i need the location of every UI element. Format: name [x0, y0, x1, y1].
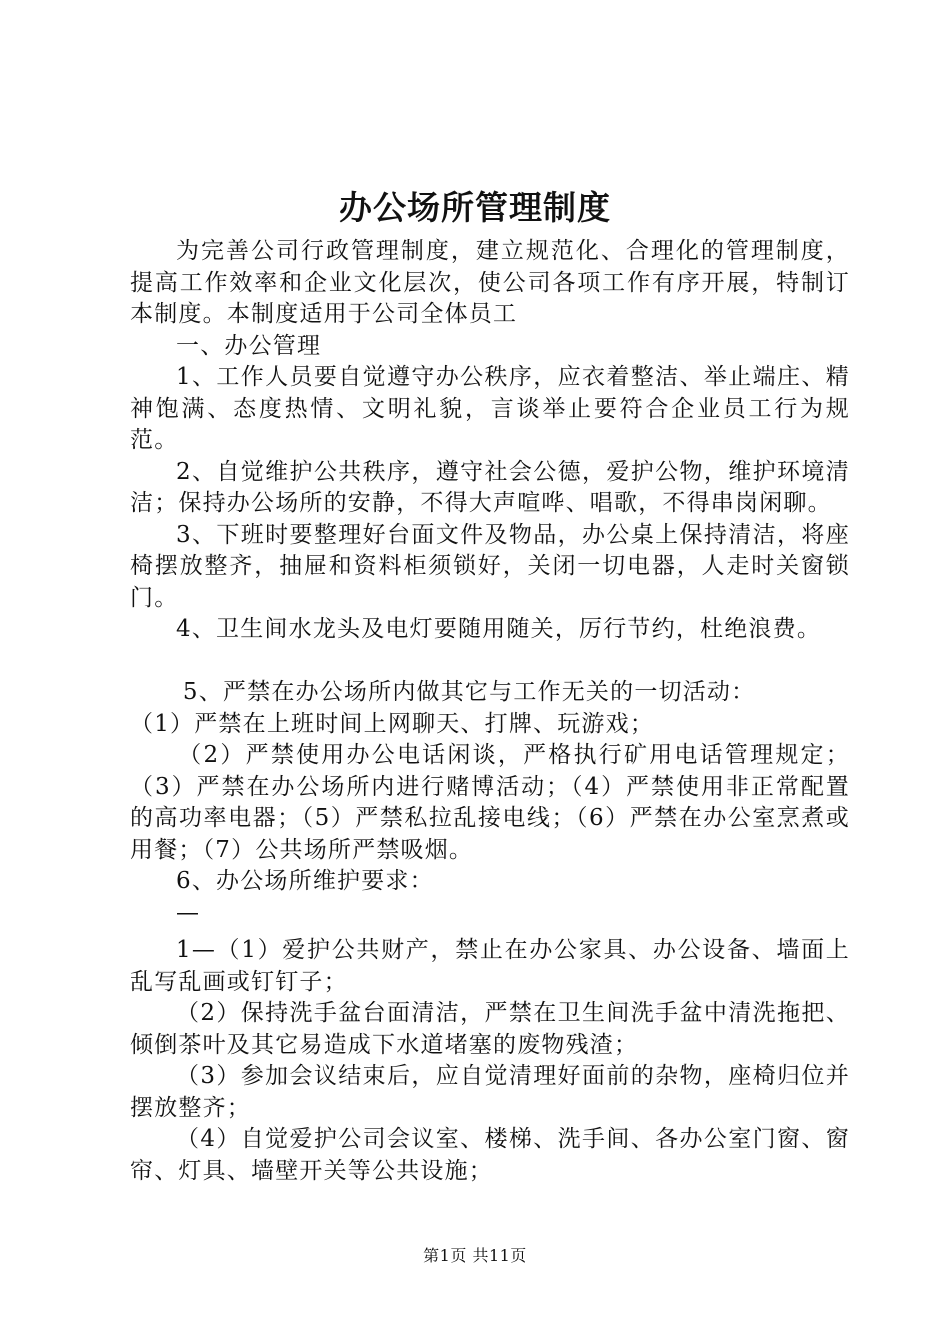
rule-item-5-heading: 5、严禁在办公场所内做其它与工作无关的一切活动： [182, 679, 756, 705]
rule-item-6-sub-1: 1—（1）爱护公共财产，禁止在办公家具、办公设备、墙面上乱写乱画或钉钉子； [130, 937, 850, 995]
rule-item-4: 4、卫生间水龙头及电灯要随用随关，厉行节约，杜绝浪费。 [176, 616, 822, 642]
rule-item-5-sub-1: （1）严禁在上班时间上网聊天、打牌、玩游戏； [130, 710, 655, 737]
rule-item-6-sub-2: （2）保持洗手盆台面清洁，严禁在卫生间洗手盆中清洗拖把、倾倒茶叶及其它易造成下水道堵塞的废物残渣； [130, 1000, 850, 1058]
rule-item-3: 3、下班时要整理好台面文件及物品，办公桌上保持清洁，将座椅摆放整齐，抽屉和资料柜须锁好，关闭一切电器，人走时关窗锁门。 [130, 521, 850, 611]
rule-item-1: 1、工作人员要自觉遵守办公秩序，应衣着整洁、举止端庄、精神饱满、态度热情、文明礼貌，言谈举止要符合企业员工行为规范。 [130, 364, 850, 453]
rule-item-6-heading: 6、办公场所维护要求： [176, 868, 434, 894]
intro-paragraph: 为完善公司行政管理制度，建立规范化、合理化的管理制度，提高工作效率和企业文化层次，使公司各项工作有序开展，特制订本制度。本制度适用于公司全体员工 [130, 238, 850, 327]
rule-item-5-sub-2: （2）严禁使用办公电话闲谈，严格执行矿用电话管理规定；（3）严禁在办公场所内进行赌博活动；（4）严禁使用非正常配置的高功率电器；（5）严禁私拉乱接电线；（6）严禁在办公室烹煮或用餐；（7）公共场所严禁吸烟。 [130, 742, 850, 863]
rule-item-6-sub-4: （4）自觉爱护公司会议室、楼梯、洗手间、各办公室门窗、窗帘、灯具、墙壁开关等公共设施； [130, 1126, 850, 1184]
dash-line: — [176, 899, 201, 926]
page-footer: 第1页 共11页 [423, 1246, 527, 1265]
blank-line [130, 646, 850, 678]
rule-item-2: 2、自觉维护公共秩序，遵守社会公德，爱护公物，维护环境清洁；保持办公场所的安静，不得大声喧哗、唱歌，不得串岗闲聊。 [130, 458, 850, 516]
document-title: 办公场所管理制度 [339, 188, 611, 227]
rule-item-6-sub-3: （3）参加会议结束后，应自觉清理好面前的杂物，座椅归位并摆放整齐； [130, 1063, 850, 1121]
section-heading-office-management: 一、办公管理 [176, 332, 322, 359]
document-body [130, 236, 850, 1187]
